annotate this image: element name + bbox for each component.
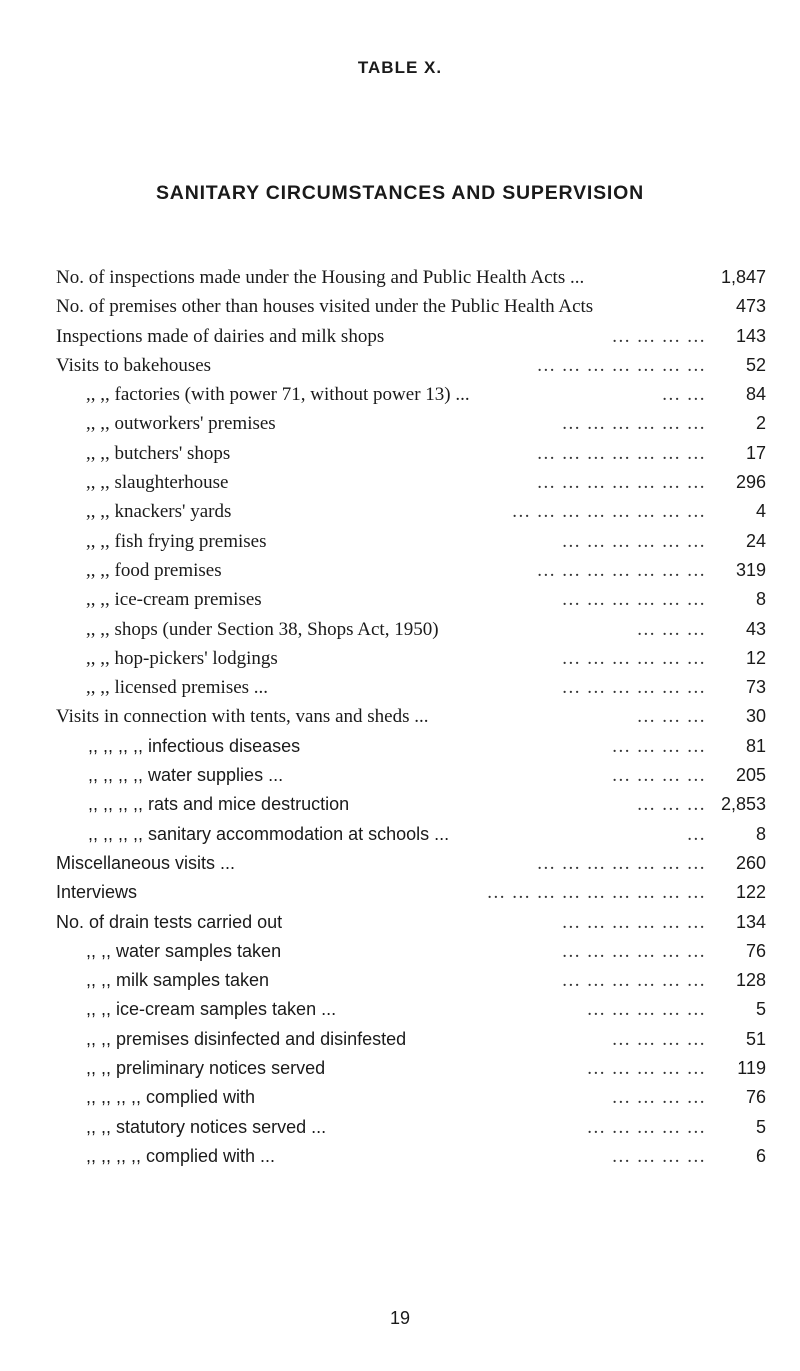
leader-dots: ... ... ... <box>637 706 706 728</box>
table-row <box>56 351 766 380</box>
table-row <box>56 527 766 556</box>
leader-dots: ... ... ... ... ... <box>587 999 706 1021</box>
row-label: Miscellaneous visits ... <box>56 849 245 878</box>
table-row <box>56 878 766 907</box>
table-number: TABLE X. <box>357 58 443 77</box>
row-value: 128 <box>735 970 766 991</box>
row-label: ,, ,, water samples taken <box>86 937 291 966</box>
leader-dots: ... ... ... ... ... ... ... <box>537 442 706 464</box>
table-row <box>56 1083 766 1112</box>
section-heading: SANITARY CIRCUMSTANCES AND SUPERVISION <box>156 182 644 204</box>
row-value: 52 <box>745 354 766 375</box>
leader-dots: ... ... ... <box>637 618 706 640</box>
row-label: ,, ,, fish frying premises <box>86 527 276 556</box>
row-value: 12 <box>745 647 766 668</box>
leader-dots: ... ... ... ... ... ... <box>562 589 706 611</box>
table-row <box>56 292 766 321</box>
leader-dots: ... ... ... ... ... ... ... <box>537 852 706 874</box>
row-value: 24 <box>745 530 766 551</box>
table-row <box>56 732 766 761</box>
row-label: No. of premises other than houses visited under the Public Health Acts <box>56 296 594 318</box>
table-row <box>56 615 766 644</box>
leader-dots: ... ... ... ... <box>612 1145 706 1167</box>
row-value: 119 <box>737 1058 766 1079</box>
table-row <box>56 263 766 292</box>
row-label: ,, ,, factories (with power 71, without power 13) ... <box>86 380 480 409</box>
leader-dots: ... ... <box>662 384 706 406</box>
row-label: ,, ,, premises disinfected and disinfested <box>86 1025 416 1054</box>
row-value: 8 <box>755 823 766 844</box>
table-row <box>56 995 766 1024</box>
row-value: 51 <box>745 1028 766 1049</box>
row-label: ,, ,, knackers' yards <box>86 497 241 526</box>
table-row <box>56 790 766 819</box>
leader-dots: ... ... ... <box>637 794 706 816</box>
row-label: ,, ,, butchers' shops <box>86 439 240 468</box>
leader-dots: ... ... ... ... <box>612 1028 706 1050</box>
page-number: 19 <box>389 1308 411 1328</box>
leader-dots: ... ... ... ... ... ... ... <box>537 559 706 581</box>
row-label: ,, ,, ,, ,, complied with <box>86 1083 265 1112</box>
leader-dots: ... ... ... ... <box>612 765 706 787</box>
table-row <box>56 468 766 497</box>
row-value: 17 <box>745 442 766 463</box>
row-label: ,, ,, ,, ,, sanitary accommodation at schools ... <box>88 820 459 849</box>
row-label: ,, ,, hop-pickers' lodgings <box>86 644 288 673</box>
row-value: 260 <box>735 852 766 873</box>
row-value: 143 <box>735 325 766 346</box>
row-label: ,, ,, shops (under Section 38, Shops Act, 1950) <box>86 615 449 644</box>
row-value: 134 <box>735 911 766 932</box>
leader-dots: ... ... ... ... ... <box>587 1116 706 1138</box>
table-row <box>56 439 766 468</box>
row-label: ,, ,, ,, ,, water supplies ... <box>88 761 293 790</box>
row-label: ,, ,, milk samples taken <box>86 966 279 995</box>
leader-dots: ... ... ... ... ... ... ... ... <box>512 501 706 523</box>
leader-dots: ... ... ... ... ... ... <box>562 647 706 669</box>
leader-dots: ... ... ... ... ... ... ... <box>537 354 706 376</box>
row-label: Inspections made of dairies and milk shops <box>56 322 394 351</box>
row-value: 4 <box>755 501 766 522</box>
row-value: 81 <box>745 735 766 756</box>
table-row <box>56 761 766 790</box>
row-value: 319 <box>735 559 766 580</box>
leader-dots: ... ... ... ... ... ... <box>562 677 706 699</box>
row-value: 2,853 <box>720 794 766 815</box>
row-value: 30 <box>745 706 766 727</box>
leader-dots: ... ... ... ... ... ... ... ... ... <box>487 882 706 904</box>
leader-dots: ... ... ... ... ... ... <box>562 970 706 992</box>
table-row <box>56 556 766 585</box>
leader-dots: ... ... ... ... <box>612 735 706 757</box>
table-row <box>56 966 766 995</box>
row-value: 43 <box>745 618 766 639</box>
leader-dots: ... ... ... ... ... ... ... <box>537 472 706 494</box>
row-value: 473 <box>735 296 766 317</box>
leader-dots: ... ... ... ... ... <box>587 1058 706 1080</box>
row-label: ,, ,, ice-cream samples taken ... <box>86 995 346 1024</box>
row-label: ,, ,, ,, ,, rats and mice destruction <box>88 790 359 819</box>
table-row <box>56 702 766 731</box>
row-value: 76 <box>745 940 766 961</box>
row-value: 76 <box>745 1087 766 1108</box>
statistics-list <box>56 263 766 1171</box>
row-label: ,, ,, statutory notices served ... <box>86 1113 336 1142</box>
row-label: Visits to bakehouses <box>56 351 221 380</box>
row-value: 205 <box>735 765 766 786</box>
leader-dots: ... ... ... ... ... ... <box>562 413 706 435</box>
table-row <box>56 585 766 614</box>
table-row <box>56 1025 766 1054</box>
row-value: 84 <box>745 384 766 405</box>
row-label: ,, ,, outworkers' premises <box>86 409 286 438</box>
table-row <box>56 908 766 937</box>
table-row <box>56 673 766 702</box>
row-label: ,, ,, ,, ,, complied with ... <box>86 1142 285 1171</box>
table-row <box>56 497 766 526</box>
row-value: 5 <box>755 999 766 1020</box>
row-label: No. of inspections made under the Housing and Public Health Acts ... <box>56 267 585 288</box>
table-row <box>56 409 766 438</box>
leader-dots: ... ... ... ... ... ... <box>562 940 706 962</box>
row-label: ,, ,, ice-cream premises <box>86 585 272 614</box>
table-row <box>56 322 766 351</box>
row-label: ,, ,, preliminary notices served <box>86 1054 335 1083</box>
row-value: 1,847 <box>720 267 766 287</box>
row-label: Interviews <box>56 878 147 907</box>
row-value: 122 <box>735 882 766 903</box>
leader-dots: ... ... ... ... ... ... <box>562 911 706 933</box>
row-label: Visits in connection with tents, vans and sheds ... <box>56 702 439 731</box>
table-row <box>56 1142 766 1171</box>
table-row <box>56 849 766 878</box>
row-label: ,, ,, slaughterhouse <box>86 468 238 497</box>
row-value: 6 <box>755 1145 766 1166</box>
row-label: No. of drain tests carried out <box>56 908 292 937</box>
table-row <box>56 820 766 849</box>
table-row <box>56 1054 766 1083</box>
row-value: 8 <box>755 589 766 610</box>
table-row <box>56 937 766 966</box>
table-row <box>56 644 766 673</box>
row-value: 296 <box>735 472 766 493</box>
table-row <box>56 380 766 409</box>
row-label: ,, ,, licensed premises ... <box>86 673 278 702</box>
row-label: ,, ,, food premises <box>86 556 232 585</box>
table-row <box>56 1113 766 1142</box>
row-value: 73 <box>745 677 766 698</box>
leader-dots: ... ... ... ... <box>612 1087 706 1109</box>
row-label: ,, ,, ,, ,, infectious diseases <box>88 732 310 761</box>
leader-dots: ... ... ... ... ... ... <box>562 530 706 552</box>
leader-dots: ... <box>687 823 706 845</box>
row-value: 2 <box>755 413 766 434</box>
row-value: 5 <box>755 1116 766 1137</box>
leader-dots: ... ... ... ... <box>612 325 706 347</box>
